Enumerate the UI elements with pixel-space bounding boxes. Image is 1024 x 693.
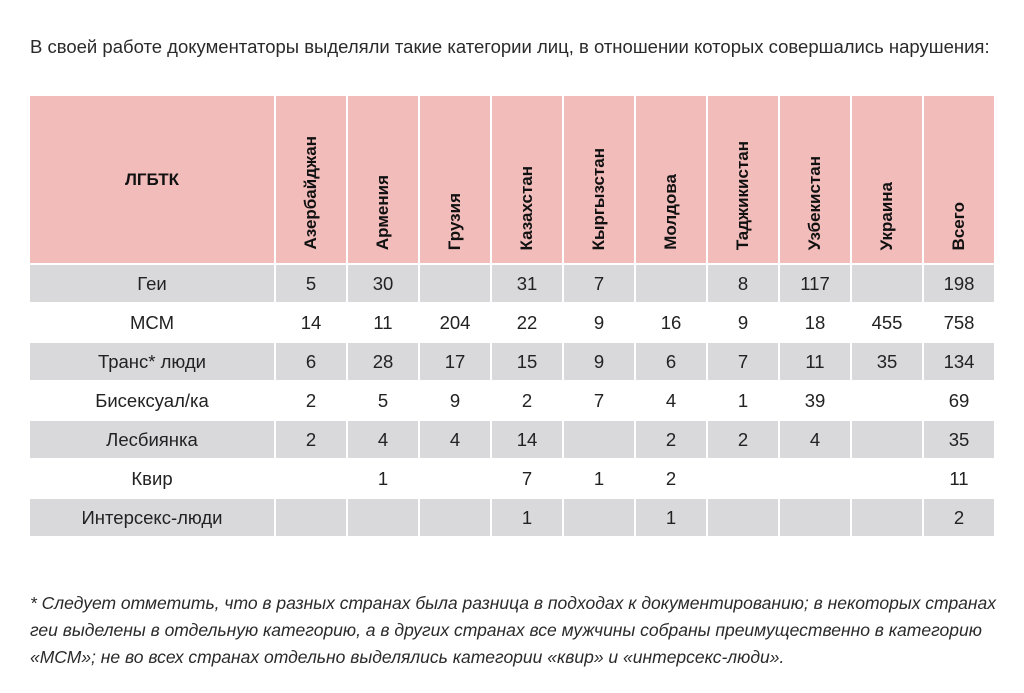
table-cell	[420, 458, 490, 497]
column-header	[276, 96, 346, 263]
table-row	[30, 458, 994, 497]
table-cell: 1	[636, 497, 706, 536]
table-cell: 9	[420, 380, 490, 419]
column-header	[780, 96, 850, 263]
row-category: Геи	[30, 263, 274, 302]
table-cell: 7	[492, 458, 562, 497]
table-cell	[420, 263, 490, 302]
table-cell: 2	[276, 380, 346, 419]
table-cell: 14	[492, 419, 562, 458]
table-cell: 1	[564, 458, 634, 497]
row-category: Квир	[30, 458, 274, 497]
table-cell: 2	[708, 419, 778, 458]
table-row	[30, 341, 994, 380]
table-cell	[852, 380, 922, 419]
table-row	[30, 263, 994, 302]
column-header	[852, 96, 922, 263]
footnote: * Следует отметить, что в разных странах была разница в подходах к документированию; в некоторых странах геи выделены в отдельную категорию, а в других странах все мужчины собраны преимущественно в категорию «МСМ»; не во всех странах отдельно выделялись категории «квир» и «интерсекс-люди».	[30, 592, 997, 667]
table-cell: 30	[348, 263, 418, 302]
row-category: Лесбиянка	[30, 419, 274, 458]
row-category: Бисексуал/ка	[30, 380, 274, 419]
table-cell: 16	[636, 302, 706, 341]
table-cell: 9	[708, 302, 778, 341]
column-header-label: Молдова	[661, 174, 680, 250]
table-cell	[708, 497, 778, 536]
table-cell: 2	[924, 497, 994, 536]
violations-table	[30, 96, 998, 536]
column-header-label: Таджикистан	[733, 140, 752, 250]
corner-header: ЛГБТК	[30, 96, 274, 263]
table-cell	[348, 497, 418, 536]
table-cell: 11	[348, 302, 418, 341]
column-header-label: Казахстан	[517, 165, 536, 250]
table-cell: 39	[780, 380, 850, 419]
table-cell: 4	[348, 419, 418, 458]
row-category: Интерсекс-люди	[30, 497, 274, 536]
table-cell	[564, 419, 634, 458]
table-row	[30, 302, 994, 341]
column-header	[708, 96, 778, 263]
table-cell	[276, 458, 346, 497]
table-cell	[708, 458, 778, 497]
table-cell	[852, 458, 922, 497]
table-cell: 18	[780, 302, 850, 341]
column-header-label: Всего	[949, 201, 968, 250]
table-cell: 14	[276, 302, 346, 341]
table-cell: 22	[492, 302, 562, 341]
column-header	[636, 96, 706, 263]
table-cell: 455	[852, 302, 922, 341]
table-cell: 1	[708, 380, 778, 419]
row-category: МСМ	[30, 302, 274, 341]
table-cell: 2	[276, 419, 346, 458]
table-cell	[636, 263, 706, 302]
table-cell: 7	[564, 380, 634, 419]
table-body	[30, 263, 994, 536]
table-cell	[276, 497, 346, 536]
table-cell: 9	[564, 341, 634, 380]
column-header-label: Азербайджан	[301, 136, 320, 250]
column-header-label: Армения	[373, 174, 392, 250]
table-cell: 4	[420, 419, 490, 458]
table-row	[30, 380, 994, 419]
table-cell: 28	[348, 341, 418, 380]
column-header-label: Узбекистан	[805, 155, 824, 250]
table-cell: 35	[852, 341, 922, 380]
table-cell: 5	[348, 380, 418, 419]
table-cell: 69	[924, 380, 994, 419]
column-header-label: Грузия	[445, 192, 464, 250]
row-category: Транс* люди	[30, 341, 274, 380]
table-cell	[852, 263, 922, 302]
table-cell	[852, 497, 922, 536]
table-cell	[564, 497, 634, 536]
column-header	[420, 96, 490, 263]
column-header	[492, 96, 562, 263]
table-cell: 11	[924, 458, 994, 497]
table-cell: 2	[492, 380, 562, 419]
table-cell: 35	[924, 419, 994, 458]
column-header-label: Украина	[877, 181, 896, 250]
table-cell: 17	[420, 341, 490, 380]
table-row	[30, 419, 994, 458]
table-cell: 9	[564, 302, 634, 341]
table-cell: 1	[348, 458, 418, 497]
table-cell: 117	[780, 263, 850, 302]
table-cell	[852, 419, 922, 458]
table-header-row	[30, 96, 994, 263]
table-cell: 31	[492, 263, 562, 302]
table-cell: 204	[420, 302, 490, 341]
table-cell: 6	[276, 341, 346, 380]
table-cell	[780, 458, 850, 497]
table-cell: 134	[924, 341, 994, 380]
table-cell	[780, 497, 850, 536]
column-header	[348, 96, 418, 263]
table-cell: 7	[708, 341, 778, 380]
table-cell: 15	[492, 341, 562, 380]
table-cell: 4	[780, 419, 850, 458]
table-cell: 6	[636, 341, 706, 380]
table-cell: 11	[780, 341, 850, 380]
intro-text: В своей работе документаторы выделяли такие категории лиц, в отношении которых совершались нарушения:	[30, 35, 990, 57]
table-cell: 1	[492, 497, 562, 536]
column-header-label: Кыргызстан	[589, 147, 608, 250]
table-cell: 5	[276, 263, 346, 302]
column-header	[564, 96, 634, 263]
table-cell: 8	[708, 263, 778, 302]
table-cell	[420, 497, 490, 536]
table-cell: 7	[564, 263, 634, 302]
column-header	[924, 96, 994, 263]
table-cell: 198	[924, 263, 994, 302]
table-row	[30, 497, 994, 536]
table-cell: 4	[636, 380, 706, 419]
table-cell: 2	[636, 419, 706, 458]
table-cell: 2	[636, 458, 706, 497]
table-cell: 758	[924, 302, 994, 341]
